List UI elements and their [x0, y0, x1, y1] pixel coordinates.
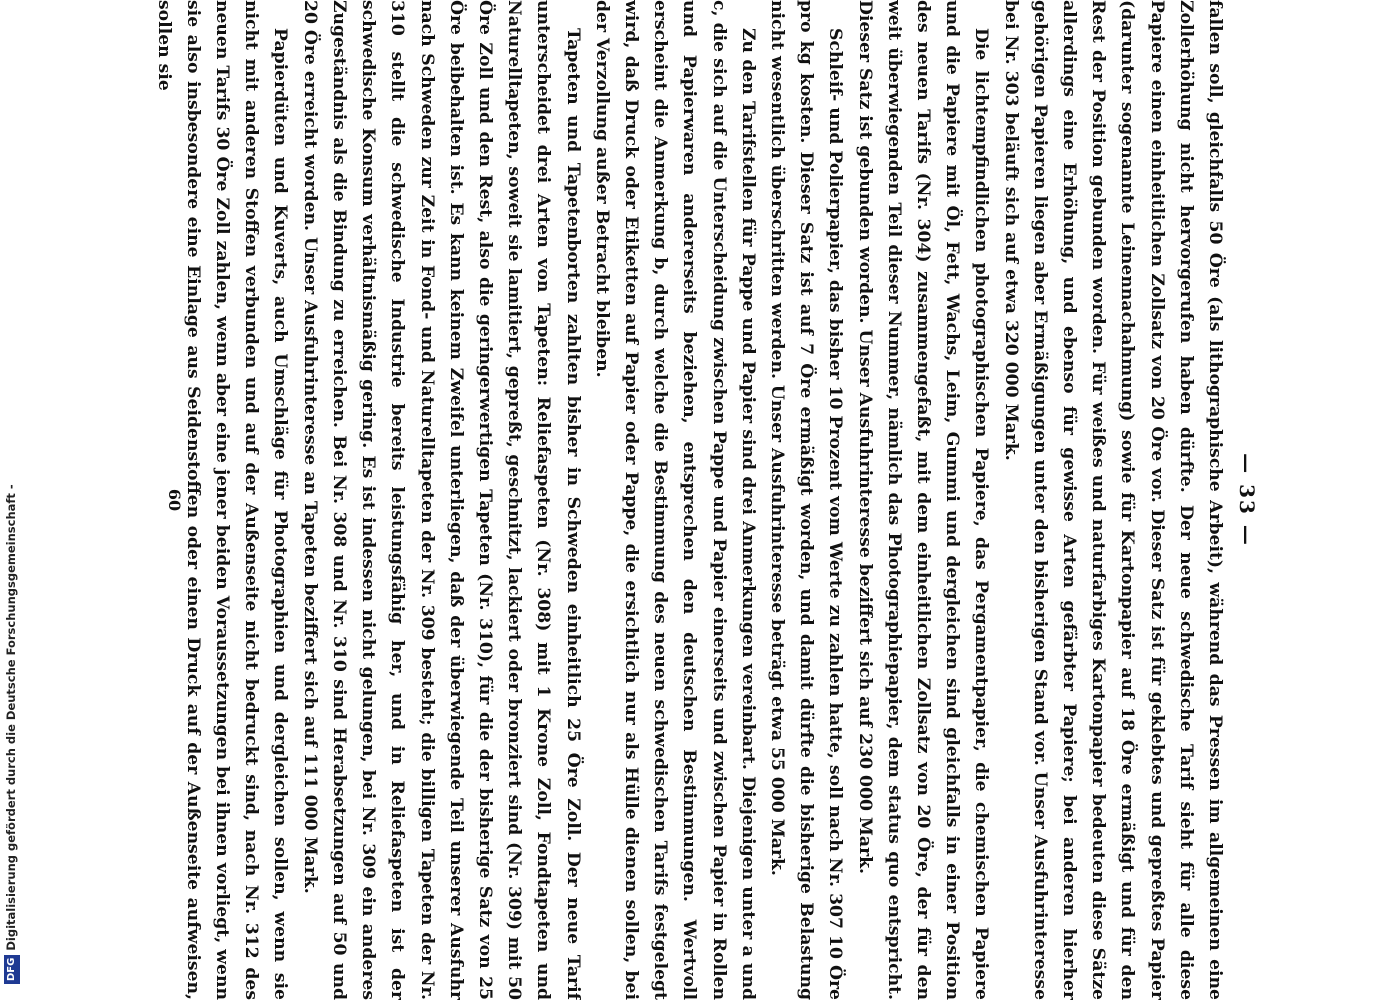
paragraph: fallen soll, gleichfalls 50 Öre (als lithographische Arbeit), während das Pressen im allgemeinen eine Zollerhöhung nicht hervorgerufen haben dürfte. Der neue schwedische Tarif sieht für alle diese Papiere einen einheitlichen Zollsatz von 20 Öre vor. Dieser Satz ist für geklebtes und gepreßtes Papier (darunter sogenannte Leinennachahmung) sowie für Kartonpapier auf 18 Öre ermäßigt und für den Rest der Position gebunden worden. Für weißes und naturfarbiges Kartonpapier bedeuten diese Sätze allerdings eine Erhöhung, und ebenso für gewisse Arten gefärbter Papiere; bei anderen hierher gehörigen Papieren liegen aber Ermäßigungen unter den bisherigen Stand vor. Unser Ausfuhrinteresse bei Nr. 303 beläuft sich auf etwa 320 000 Mark.: [1000, 0, 1225, 1000]
dfg-logo: DFG: [4, 955, 20, 984]
page-number: — 33 —: [1235, 453, 1259, 547]
digitization-footer: [0, 0, 20, 1000]
body-text: [148, 0, 1229, 1000]
footer-text-line: [2, 0, 20, 1000]
footer-credit-text: Digitalisierung gefördert durch die Deutsche Forschungsgemeinschaft -: [4, 484, 18, 951]
paragraph: Die lichtempfindlichen photographischen Papiere, das Pergamentpapier, die chemischen Papiere und die Papiere mit Öl, Fett, Wachs, Leim, Gummi und dergleichen sind gleichfalls in einer Position des neuen Tarifs (Nr. 304) zusammengefaßt, mit dem einheitlichen Zollsatz von 20 Öre, der für den weit überwiegenden Teil dieser Nummer, nämlich das Photographiepapier, dem status quo entspricht. Dieser Satz ist gebunden worden. Unser Ausfuhrinteresse beziffert sich auf 230 000 Mark.: [854, 0, 992, 1000]
paragraph: Schleif- und Polierpapier, das bisher 10 Prozent vom Werte zu zahlen hatte, soll nach Nr. 307 10 Öre pro kg kosten. Dieser Satz ist auf 7 Öre ermäßigt worden, und damit dürfte die bisherige Belastung nicht wesentlich überschritten werden. Unser Ausfuhrinteresse beträgt etwa 55 000 Mark.: [766, 0, 846, 1000]
paragraph: Papierdüten und Kuverts, auch Umschläge für Photographien und dergleichen sollen, wenn sie nicht mit anderen Stoffen verbunden und auf der Außenseite nicht bedruckt sind, nach Nr. 312 des neuen Tarifs 30 Öre Zoll zahlen, wenn aber eine jener beiden Voraussetzungen bei ihnen vorliegt, wenn sie also insbesondere eine Einlage aus Seidenstoffen oder einen Druck auf der Außenseite aufweisen, sollen sie: [153, 0, 291, 1000]
paragraph: Tapeten und Tapetenborten zahlten bisher in Schweden einheitlich 25 Öre Zoll. Der neue Tarif unterscheidet drei Arten von Tapeten: Reliefaspeten (Nr. 308) mit 1 Krone Zoll, Fondtapeten und Naturelltapeten, soweit sie lamitiert, gepreßt, geschnitzt, lackiert oder bronziert sind (Nr. 309) mit 50 Öre Zoll und den Rest, also die geringerwertigen Tapeten (Nr. 310), für die der bisherige Satz von 25 Öre beibehalten ist. Es kann keinem Zweifel unterliegen, daß der überwiegende Teil unserer Ausfuhr nach Schweden zur Zeit in Fond- und Naturelltapeten der Nr. 309 besteht; die billigen Tapeten der Nr. 310 stellt die schwedische Industrie bereits leistungsfähig her, und in Reliefaspeten ist der schwedische Konsum verhältnismäßig gering. Es ist indessen nicht gelungen, bei Nr. 309 ein anderes Zugeständnis als die Bindung zu erreichen. Bei Nr. 308 und Nr. 310 sind Herabsetzungen auf 50 und 20 Öre erreicht worden. Unser Ausfuhrinteresse an Tapeten beziffert sich auf 111 000 Mark.: [299, 0, 583, 1000]
rotated-text-page: [153, 0, 1259, 1000]
paragraph: Zu den Tarifstellen für Pappe und Papier sind drei Anmerkungen vereinbart. Diejenigen unter a und c, die sich auf die Unterscheidung zwischen Pappe und Papier einerseits und zwischen Papier in Rollen und Papierwaren andererseits beziehen, entsprechen den deutschen Bestimmungen. Wertvoll erscheint die Anmerkung b, durch welche die Bestimmung des neuen schwedischen Tarifs festgelegt wird, daß Druck oder Etiketten auf Papier oder Pappe, die ersichtlich nur als Hülle dienen sollen, bei der Verzollung außer Betracht bleiben.: [591, 0, 758, 1000]
signature-mark: 60: [165, 488, 184, 512]
